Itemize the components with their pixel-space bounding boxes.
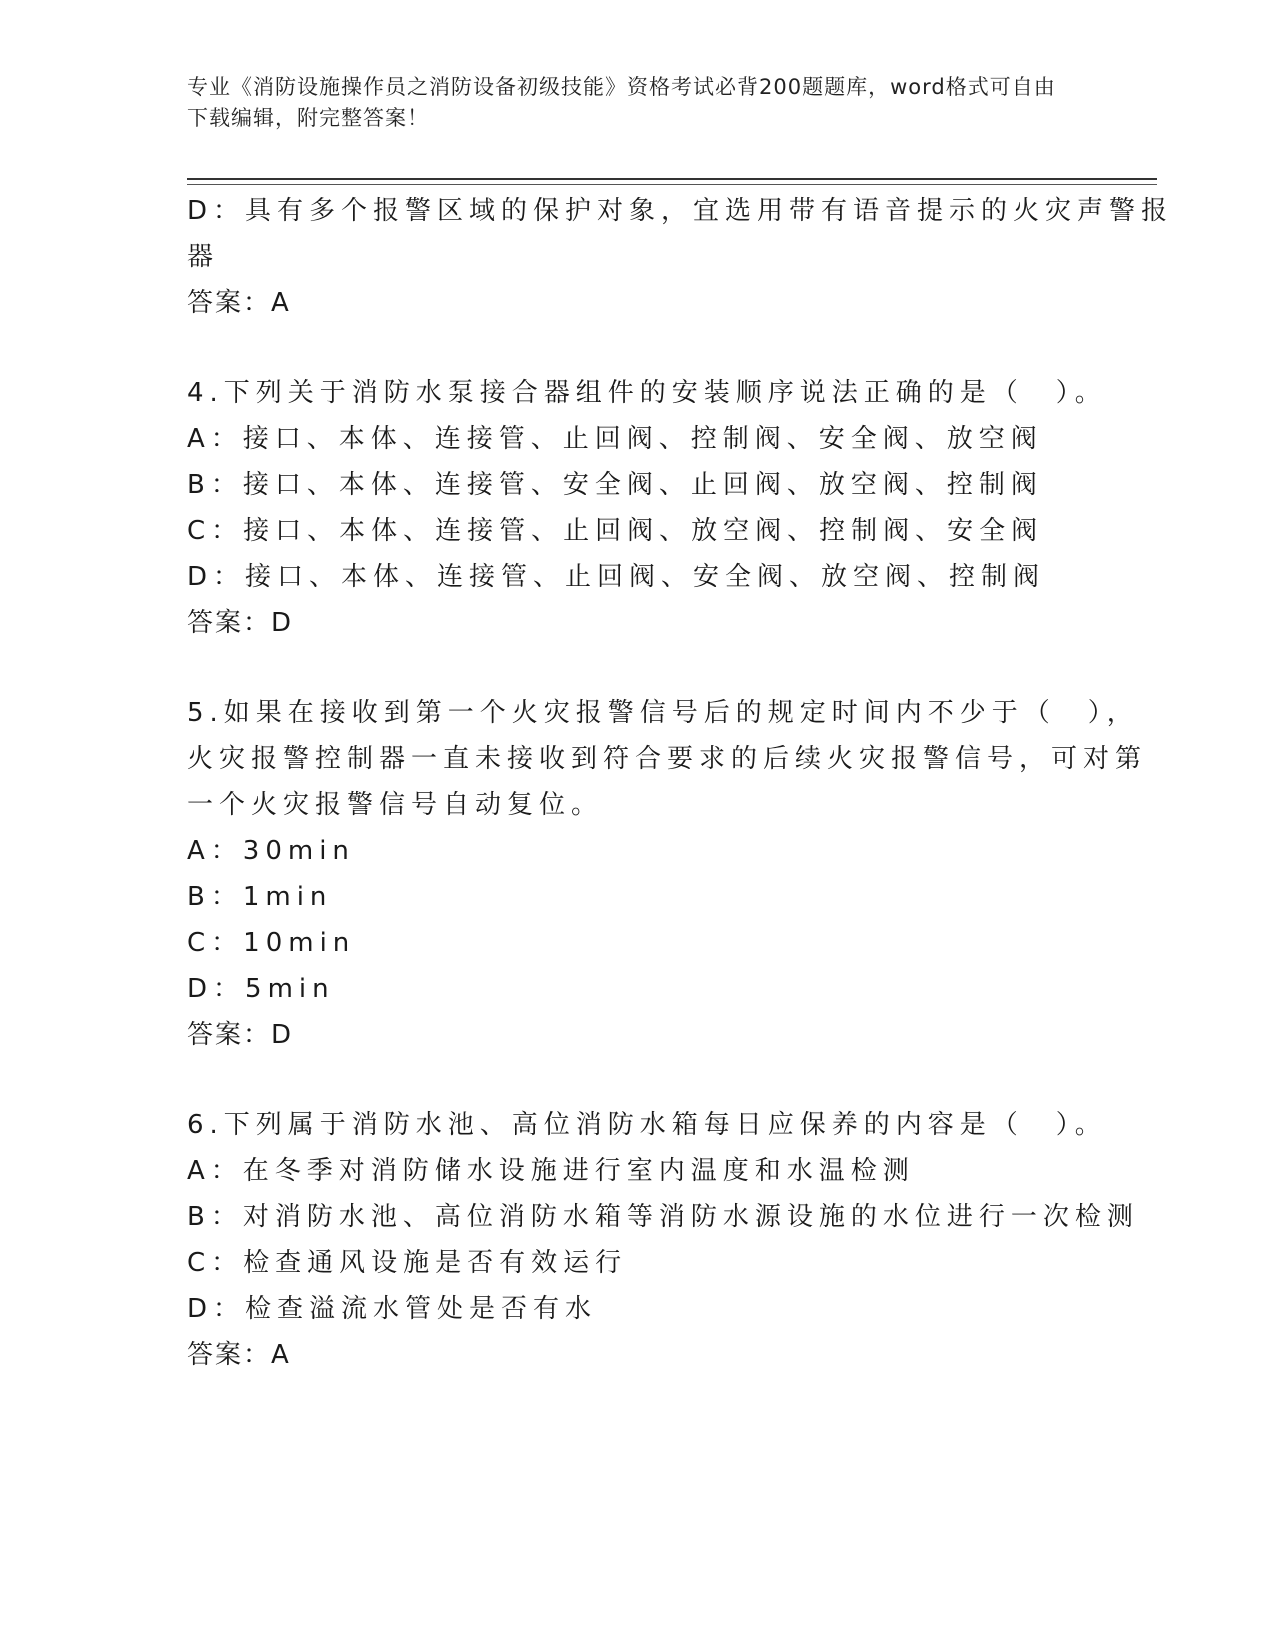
option-b: B：1min [187, 882, 333, 912]
question-5 [187, 690, 1148, 1058]
option-c: C：10min [187, 928, 356, 958]
option-a: A：在冬季对消防储水设施进行室内温度和水温检测 [187, 1156, 915, 1186]
question-stem: 4.下列关于消防水泵接合器组件的安装顺序说法正确的是（ ）。 [187, 378, 1107, 408]
option-c: C：接口、本体、连接管、止回阀、放空阀、控制阀、安全阀 [187, 516, 1044, 546]
previous-question-tail [187, 188, 1174, 326]
option-d: D：5min [187, 974, 335, 1004]
answer-line: 答案：A [187, 1340, 291, 1370]
option-a: A：30min [187, 836, 355, 866]
option-a: A：接口、本体、连接管、止回阀、控制阀、安全阀、放空阀 [187, 424, 1043, 454]
option-d: D：接口、本体、连接管、止回阀、安全阀、放空阀、控制阀 [187, 562, 1046, 592]
answer-line: 答案：D [187, 608, 294, 638]
header-rule-thick [187, 178, 1157, 180]
question-content [187, 188, 1174, 1378]
question-6 [187, 1102, 1139, 1378]
document-header: 专业《消防设施操作员之消防设备初级技能》资格考试必背200题题库，word格式可自由下载编辑，附完整答案！ [187, 75, 1056, 130]
question-stem: 6.下列属于消防水池、高位消防水箱每日应保养的内容是（ ）。 [187, 1110, 1107, 1140]
question-stem: 5.如果在接收到第一个火灾报警信号后的规定时间内不少于（ ）， [187, 698, 1139, 728]
header-rule-thin [187, 184, 1157, 185]
question-stem-continuation: 火灾报警控制器一直未接收到符合要求的后续火灾报警信号，可对第 [187, 744, 1148, 774]
question-stem-continuation: 一个火灾报警信号自动复位。 [187, 790, 604, 820]
option-c: C：检查通风设施是否有效运行 [187, 1248, 628, 1278]
spacer [187, 326, 1087, 370]
option-d: D：检查溢流水管处是否有水 [187, 1294, 598, 1324]
spacer [187, 646, 1087, 690]
option-b: B：对消防水池、高位消防水箱等消防水源设施的水位进行一次检测 [187, 1202, 1139, 1232]
option-d: D：具有多个报警区域的保护对象，宜选用带有语音提示的火灾声警报 [187, 196, 1174, 226]
option-b: B：接口、本体、连接管、安全阀、止回阀、放空阀、控制阀 [187, 470, 1043, 500]
question-4 [187, 370, 1107, 646]
answer-line: 答案：A [187, 288, 291, 318]
spacer [187, 1058, 1087, 1102]
answer-line: 答案：D [187, 1020, 294, 1050]
option-d-continuation: 器 [187, 242, 220, 272]
